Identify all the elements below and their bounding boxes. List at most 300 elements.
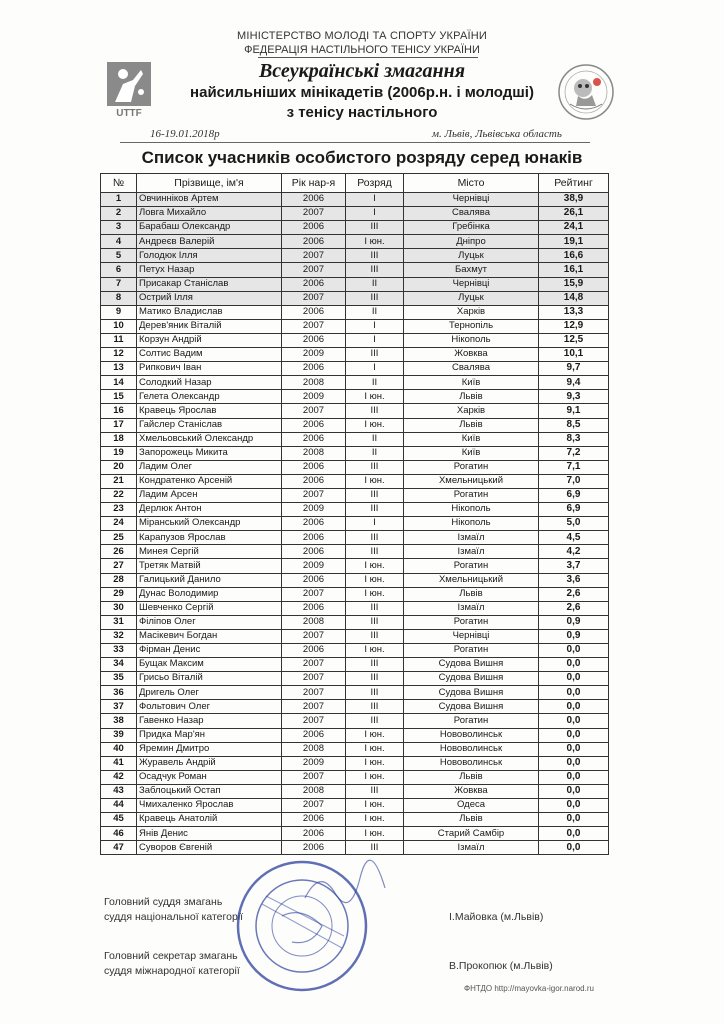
rank: ІІІ: [346, 404, 404, 418]
participant-name: Кравець Анатолій: [137, 813, 282, 827]
table-row: [101, 742, 609, 756]
table-row: [101, 615, 609, 629]
ministry-heading: МІНІСТЕРСТВО МОЛОДІ ТА СПОРТУ УКРАЇНИ: [236, 30, 488, 42]
city: Нікополь: [404, 517, 539, 531]
birth-year: 2006: [282, 235, 346, 249]
row-number: 26: [101, 545, 137, 559]
city: Рогатин: [404, 615, 539, 629]
row-number: 8: [101, 291, 137, 305]
row-number: 47: [101, 841, 137, 855]
city: Чернівці: [404, 193, 539, 207]
row-number: 21: [101, 474, 137, 488]
rating: 13,3: [539, 305, 609, 319]
city: Львів: [404, 770, 539, 784]
table-row: [101, 362, 609, 376]
city: Ізмаїл: [404, 531, 539, 545]
table-row: [101, 221, 609, 235]
table-row: [101, 813, 609, 827]
birth-year: 2006: [282, 601, 346, 615]
rating: 0,0: [539, 841, 609, 855]
column-header-rating: Рейтинг: [539, 174, 609, 193]
birth-year: 2006: [282, 432, 346, 446]
table-row: [101, 672, 609, 686]
rating: 9,3: [539, 390, 609, 404]
rating: 6,9: [539, 503, 609, 517]
participant-name: Масікевич Богдан: [137, 629, 282, 643]
city: Харків: [404, 404, 539, 418]
city: Харків: [404, 305, 539, 319]
city: Гребінка: [404, 221, 539, 235]
table-row: [101, 376, 609, 390]
table-row: [101, 714, 609, 728]
rank: І юн.: [346, 474, 404, 488]
table-row: [101, 446, 609, 460]
row-number: 10: [101, 319, 137, 333]
row-number: 32: [101, 629, 137, 643]
rating: 0,0: [539, 672, 609, 686]
rating: 2,6: [539, 601, 609, 615]
rank: ІІ: [346, 432, 404, 446]
table-row: [101, 249, 609, 263]
participant-name: Кравець Ярослав: [137, 404, 282, 418]
city: Судова Вишня: [404, 658, 539, 672]
row-number: 44: [101, 799, 137, 813]
city: Свалява: [404, 207, 539, 221]
participant-name: Матико Владислав: [137, 305, 282, 319]
rating: 0,0: [539, 742, 609, 756]
city: Старий Самбір: [404, 827, 539, 841]
row-number: 29: [101, 587, 137, 601]
participant-name: Андреєв Валерій: [137, 235, 282, 249]
rank: ІІ: [346, 277, 404, 291]
participant-name: Хмельовський Олександр: [137, 432, 282, 446]
city: Рогатин: [404, 488, 539, 502]
participant-name: Запорожець Микита: [137, 446, 282, 460]
birth-year: 2007: [282, 658, 346, 672]
rank: І: [346, 193, 404, 207]
rank: ІІІ: [346, 460, 404, 474]
birth-year: 2007: [282, 700, 346, 714]
rank: І юн.: [346, 559, 404, 573]
rating: 0,0: [539, 686, 609, 700]
table-row: [101, 333, 609, 347]
rank: ІІІ: [346, 686, 404, 700]
event-date: 16-19.01.2018р: [150, 128, 220, 140]
city: Львів: [404, 418, 539, 432]
city: Свалява: [404, 362, 539, 376]
birth-year: 2006: [282, 728, 346, 742]
city: Судова Вишня: [404, 672, 539, 686]
birth-year: 2009: [282, 348, 346, 362]
participant-name: Чмихаленко Ярослав: [137, 799, 282, 813]
event-place: м. Львів, Львівська область: [432, 128, 562, 140]
table-row: [101, 559, 609, 573]
participant-name: Бущак Максим: [137, 658, 282, 672]
city: Ізмаїл: [404, 841, 539, 855]
rating: 0,0: [539, 644, 609, 658]
city: Жовква: [404, 784, 539, 798]
participant-name: Шевченко Сергій: [137, 601, 282, 615]
rank: І: [346, 362, 404, 376]
row-number: 15: [101, 390, 137, 404]
birth-year: 2006: [282, 333, 346, 347]
rank: ІІІ: [346, 714, 404, 728]
rating: 4,5: [539, 531, 609, 545]
city: Рогатин: [404, 559, 539, 573]
row-number: 3: [101, 221, 137, 235]
participant-name: Дригель Олег: [137, 686, 282, 700]
table-row: [101, 390, 609, 404]
rating: 0,0: [539, 728, 609, 742]
city: Чернівці: [404, 277, 539, 291]
federation-heading: ФЕДЕРАЦІЯ НАСТІЛЬНОГО ТЕНІСУ УКРАЇНИ: [244, 44, 480, 56]
row-number: 37: [101, 700, 137, 714]
birth-year: 2007: [282, 488, 346, 502]
city: Київ: [404, 446, 539, 460]
birth-year: 2008: [282, 784, 346, 798]
birth-year: 2007: [282, 799, 346, 813]
birth-year: 2006: [282, 644, 346, 658]
birth-year: 2009: [282, 559, 346, 573]
participant-name: Солтис Вадим: [137, 348, 282, 362]
rank: ІІІ: [346, 658, 404, 672]
participant-name: Петух Назар: [137, 263, 282, 277]
column-header-year: Рік нар-я: [282, 174, 346, 193]
rating: 0,0: [539, 799, 609, 813]
row-number: 14: [101, 376, 137, 390]
birth-year: 2006: [282, 517, 346, 531]
participant-name: Голодюк Ілля: [137, 249, 282, 263]
table-header-row: [101, 174, 609, 193]
row-number: 5: [101, 249, 137, 263]
rank: І юн.: [346, 799, 404, 813]
city: Нововолинськ: [404, 742, 539, 756]
birth-year: 2007: [282, 263, 346, 277]
city: Тернопіль: [404, 319, 539, 333]
date-underline: [120, 142, 590, 143]
rating: 0,0: [539, 784, 609, 798]
participant-name: Дунас Володимир: [137, 587, 282, 601]
rank: ІІІ: [346, 615, 404, 629]
row-number: 23: [101, 503, 137, 517]
rating: 0,0: [539, 813, 609, 827]
birth-year: 2006: [282, 545, 346, 559]
birth-year: 2008: [282, 446, 346, 460]
rating: 9,1: [539, 404, 609, 418]
row-number: 6: [101, 263, 137, 277]
rating: 9,4: [539, 376, 609, 390]
city: Львів: [404, 587, 539, 601]
table-row: [101, 644, 609, 658]
rating: 3,7: [539, 559, 609, 573]
city: Рогатин: [404, 460, 539, 474]
rating: 26,1: [539, 207, 609, 221]
rating: 0,0: [539, 827, 609, 841]
participant-name: Ловга Михайло: [137, 207, 282, 221]
birth-year: 2006: [282, 827, 346, 841]
row-number: 2: [101, 207, 137, 221]
birth-year: 2006: [282, 841, 346, 855]
participant-name: Грисьо Віталій: [137, 672, 282, 686]
rating: 9,7: [539, 362, 609, 376]
participant-name: Галицький Данило: [137, 573, 282, 587]
row-number: 13: [101, 362, 137, 376]
signature-mark-icon: [300, 858, 390, 918]
row-number: 28: [101, 573, 137, 587]
birth-year: 2006: [282, 813, 346, 827]
city: Ізмаїл: [404, 545, 539, 559]
row-number: 12: [101, 348, 137, 362]
rating: 0,9: [539, 615, 609, 629]
row-number: 45: [101, 813, 137, 827]
table-row: [101, 573, 609, 587]
city: Судова Вишня: [404, 700, 539, 714]
uttf-logo-text: UTTF: [116, 108, 142, 118]
rank: І юн.: [346, 728, 404, 742]
judge-name: І.Майовка (м.Львів): [449, 911, 544, 923]
birth-year: 2007: [282, 672, 346, 686]
table-row: [101, 545, 609, 559]
table-row: [101, 841, 609, 855]
column-header-number: №: [101, 174, 137, 193]
participant-name: Суворов Євгеній: [137, 841, 282, 855]
rating: 24,1: [539, 221, 609, 235]
rank: І юн.: [346, 770, 404, 784]
birth-year: 2007: [282, 207, 346, 221]
rating: 0,0: [539, 714, 609, 728]
row-number: 20: [101, 460, 137, 474]
participant-name: Заблоцький Остап: [137, 784, 282, 798]
judge-category: суддя національної категорії: [104, 911, 244, 923]
participant-name: Кондратенко Арсеній: [137, 474, 282, 488]
row-number: 25: [101, 531, 137, 545]
birth-year: 2007: [282, 291, 346, 305]
birth-year: 2006: [282, 573, 346, 587]
rank: І: [346, 517, 404, 531]
participant-name: Рипкович Іван: [137, 362, 282, 376]
row-number: 40: [101, 742, 137, 756]
participant-name: Філіпов Олег: [137, 615, 282, 629]
rank: ІІІ: [346, 503, 404, 517]
city: Нікополь: [404, 333, 539, 347]
table-row: [101, 503, 609, 517]
list-title: Список учасників особистого розряду серед юнаків: [141, 148, 583, 167]
birth-year: 2006: [282, 418, 346, 432]
rank: ІІ: [346, 376, 404, 390]
row-number: 9: [101, 305, 137, 319]
table-row: [101, 474, 609, 488]
birth-year: 2006: [282, 460, 346, 474]
city: Луцьк: [404, 249, 539, 263]
birth-year: 2008: [282, 742, 346, 756]
birth-year: 2006: [282, 193, 346, 207]
source-watermark: ФНТДО http://mayovka-igor.narod.ru: [464, 984, 594, 993]
participant-name: Янів Денис: [137, 827, 282, 841]
participants-table: [100, 173, 609, 855]
rank: ІІІ: [346, 263, 404, 277]
city: Хмельницький: [404, 474, 539, 488]
table-row: [101, 235, 609, 249]
rank: ІІІ: [346, 531, 404, 545]
city: Хмельницький: [404, 573, 539, 587]
table-row: [101, 827, 609, 841]
event-title: Всеукраїнські змагання: [258, 60, 466, 82]
birth-year: 2008: [282, 615, 346, 629]
birth-year: 2007: [282, 404, 346, 418]
participant-name: Міранський Олександр: [137, 517, 282, 531]
rank: І юн.: [346, 742, 404, 756]
table-row: [101, 587, 609, 601]
city: Нововолинськ: [404, 728, 539, 742]
table-row: [101, 658, 609, 672]
participant-name: Ладим Олег: [137, 460, 282, 474]
city: Жовква: [404, 348, 539, 362]
rating: 0,0: [539, 756, 609, 770]
rank: І юн.: [346, 827, 404, 841]
city: Київ: [404, 432, 539, 446]
rating: 2,6: [539, 587, 609, 601]
birth-year: 2009: [282, 390, 346, 404]
rating: 3,6: [539, 573, 609, 587]
rank: ІІІ: [346, 488, 404, 502]
birth-year: 2007: [282, 249, 346, 263]
table-row: [101, 432, 609, 446]
participant-name: Острий Ілля: [137, 291, 282, 305]
participant-name: Ладим Арсен: [137, 488, 282, 502]
table-row: [101, 601, 609, 615]
city: Рогатин: [404, 644, 539, 658]
row-number: 22: [101, 488, 137, 502]
row-number: 30: [101, 601, 137, 615]
rank: ІІІ: [346, 784, 404, 798]
birth-year: 2008: [282, 376, 346, 390]
participant-name: Фольтович Олег: [137, 700, 282, 714]
table-row: [101, 686, 609, 700]
event-subtitle: найсильніших мінікадетів (2006р.н. і молодші): [190, 84, 534, 101]
table-row: [101, 263, 609, 277]
rank: ІІІ: [346, 700, 404, 714]
judge-role: Головний суддя змагань: [104, 896, 223, 908]
participant-name: Присакар Станіслав: [137, 277, 282, 291]
participant-name: Карапузов Ярослав: [137, 531, 282, 545]
birth-year: 2009: [282, 503, 346, 517]
rating: 38,9: [539, 193, 609, 207]
rating: 14,8: [539, 291, 609, 305]
birth-year: 2006: [282, 221, 346, 235]
row-number: 46: [101, 827, 137, 841]
rating: 16,1: [539, 263, 609, 277]
rank: ІІ: [346, 446, 404, 460]
rank: І: [346, 319, 404, 333]
participant-name: Третяк Матвій: [137, 559, 282, 573]
secretary-name: В.Прокопюк (м.Львів): [449, 960, 553, 972]
table-row: [101, 799, 609, 813]
birth-year: 2006: [282, 362, 346, 376]
row-number: 17: [101, 418, 137, 432]
table-row: [101, 517, 609, 531]
rating: 0,9: [539, 629, 609, 643]
rating: 12,5: [539, 333, 609, 347]
secretary-category: суддя міжнародної категорії: [104, 965, 240, 977]
event-sport: з тенісу настільного: [286, 104, 438, 121]
table-row: [101, 291, 609, 305]
rating: 8,3: [539, 432, 609, 446]
participant-name: Гайслер Станіслав: [137, 418, 282, 432]
participant-name: Солодкий Назар: [137, 376, 282, 390]
participant-name: Дерлюк Антон: [137, 503, 282, 517]
row-number: 43: [101, 784, 137, 798]
city: Нікополь: [404, 503, 539, 517]
rating: 10,1: [539, 348, 609, 362]
city: Нововолинськ: [404, 756, 539, 770]
row-number: 27: [101, 559, 137, 573]
rank: ІІІ: [346, 841, 404, 855]
rating: 19,1: [539, 235, 609, 249]
row-number: 38: [101, 714, 137, 728]
column-header-city: Місто: [404, 174, 539, 193]
rank: І юн.: [346, 390, 404, 404]
birth-year: 2007: [282, 714, 346, 728]
row-number: 19: [101, 446, 137, 460]
row-number: 39: [101, 728, 137, 742]
rating: 7,0: [539, 474, 609, 488]
participant-name: Барабаш Олександр: [137, 221, 282, 235]
city: Дніпро: [404, 235, 539, 249]
table-row: [101, 728, 609, 742]
row-number: 1: [101, 193, 137, 207]
birth-year: 2007: [282, 686, 346, 700]
table-row: [101, 700, 609, 714]
secretary-role: Головний секретар змагань: [104, 950, 238, 962]
table-row: [101, 629, 609, 643]
participant-name: Дерев'яник Віталій: [137, 319, 282, 333]
city: Бахмут: [404, 263, 539, 277]
row-number: 18: [101, 432, 137, 446]
rating: 0,0: [539, 770, 609, 784]
rank: І юн.: [346, 235, 404, 249]
rating: 8,5: [539, 418, 609, 432]
table-row: [101, 193, 609, 207]
rank: І юн.: [346, 573, 404, 587]
rating: 0,0: [539, 700, 609, 714]
table-row: [101, 404, 609, 418]
row-number: 4: [101, 235, 137, 249]
rank: ІІІ: [346, 629, 404, 643]
city: Ізмаїл: [404, 601, 539, 615]
city: Чернівці: [404, 629, 539, 643]
rank: ІІІ: [346, 348, 404, 362]
birth-year: 2006: [282, 474, 346, 488]
rating: 0,0: [539, 658, 609, 672]
birth-year: 2006: [282, 305, 346, 319]
table-row: [101, 460, 609, 474]
table-row: [101, 418, 609, 432]
rank: ІІІ: [346, 291, 404, 305]
participant-name: Гелета Олександр: [137, 390, 282, 404]
federation-underline: [258, 57, 478, 58]
city: Київ: [404, 376, 539, 390]
birth-year: 2007: [282, 319, 346, 333]
row-number: 42: [101, 770, 137, 784]
row-number: 34: [101, 658, 137, 672]
participant-name: Фірман Денис: [137, 644, 282, 658]
rank: І: [346, 207, 404, 221]
rating: 5,0: [539, 517, 609, 531]
column-header-name: Прізвище, ім'я: [137, 174, 282, 193]
birth-year: 2009: [282, 756, 346, 770]
city: Луцьк: [404, 291, 539, 305]
city: Львів: [404, 390, 539, 404]
